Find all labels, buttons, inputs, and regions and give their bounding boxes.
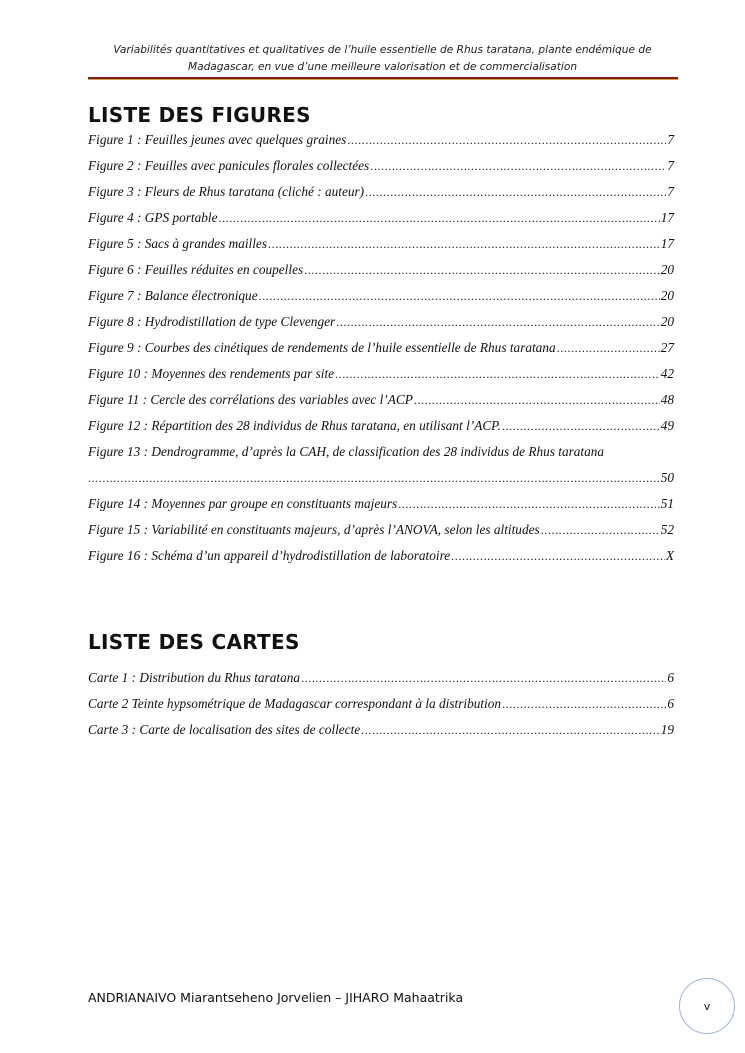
- dot-leader: [502, 413, 660, 439]
- toc-entry-text: Figure 13 : Dendrogramme, d’après la CAH, de classification des 28 individus de Rhus taratana: [88, 444, 605, 459]
- toc-entry-page: 42: [660, 366, 674, 381]
- toc-entry-page: 6: [667, 670, 674, 685]
- toc-entry-page: 27: [660, 340, 674, 355]
- toc-entry-figure-11[interactable]: [88, 387, 674, 413]
- toc-entry-page: 20: [660, 288, 674, 303]
- toc-entry-page: 50: [660, 470, 674, 485]
- toc-entry-page: 20: [660, 314, 674, 329]
- dot-leader: [398, 491, 659, 517]
- toc-entry-page: 7: [667, 132, 674, 147]
- dot-leader: [365, 179, 666, 205]
- dot-leader: [414, 387, 660, 413]
- toc-entry-text: Figure 1 : Feuilles jeunes avec quelques graines: [88, 132, 347, 147]
- toc-entry-text: Figure 12 : Répartition des 28 individus de Rhus taratana, en utilisant l’ACP.: [88, 418, 501, 433]
- toc-entry-figure-3[interactable]: [88, 179, 674, 205]
- dot-leader: [336, 309, 660, 335]
- toc-entry-page: X: [665, 548, 674, 563]
- toc-entry-figure-6[interactable]: [88, 257, 674, 283]
- dot-leader: [259, 283, 660, 309]
- toc-entry-text: Figure 10 : Moyennes des rendements par site: [88, 366, 335, 381]
- figures-list-title: LISTE DES FIGURES: [88, 103, 311, 127]
- toc-entry-page: 19: [660, 722, 674, 737]
- dot-leader: [88, 465, 660, 491]
- running-header: [90, 42, 675, 75]
- toc-entry-figure-7[interactable]: [88, 283, 674, 309]
- toc-entry-figure-12[interactable]: [88, 413, 674, 439]
- dot-leader: [304, 257, 660, 283]
- page-number-badge: [679, 978, 735, 1034]
- toc-entry-figure-10[interactable]: [88, 361, 674, 387]
- toc-entry-text: Carte 2 Teinte hypsométrique de Madagascar correspondant à la distribution: [88, 696, 502, 711]
- figures-toc: [88, 127, 674, 569]
- dot-leader: [219, 205, 660, 231]
- toc-entry-text: Figure 9 : Courbes des cinétiques de rendements de l’huile essentielle de Rhus taratana: [88, 340, 556, 355]
- toc-entry-text: Figure 14 : Moyennes par groupe en constituants majeurs: [88, 496, 398, 511]
- toc-entry-figure-5[interactable]: [88, 231, 674, 257]
- toc-entry-text: Carte 3 : Carte de localisation des sites de collecte: [88, 722, 361, 737]
- dot-leader: [541, 517, 660, 543]
- toc-entry-figure-2[interactable]: [88, 153, 674, 179]
- toc-entry-carte-1[interactable]: [88, 665, 674, 691]
- toc-entry-text: Figure 15 : Variabilité en constituants majeurs, d’après l’ANOVA, selon les altitudes: [88, 522, 540, 537]
- toc-entry-figure-1[interactable]: [88, 127, 674, 153]
- dot-leader: [268, 231, 660, 257]
- toc-entry-figure-15[interactable]: [88, 517, 674, 543]
- toc-entry-carte-2[interactable]: [88, 691, 674, 717]
- header-line-1: Variabilités quantitatives et qualitatives de l’huile essentielle de Rhus taratana, plante endémique de: [113, 44, 652, 56]
- toc-entry-text: Figure 11 : Cercle des corrélations des variables avec l’ACP: [88, 392, 413, 407]
- toc-entry-page: 6: [667, 696, 674, 711]
- cartes-toc: [88, 665, 674, 743]
- dot-leader: [451, 543, 665, 569]
- toc-entry-figure-14[interactable]: [88, 491, 674, 517]
- header-divider: [88, 77, 678, 80]
- dot-leader: [557, 335, 660, 361]
- page-number: v: [703, 999, 711, 1013]
- dot-leader: [502, 691, 666, 717]
- header-line-2: Madagascar, en vue d’une meilleure valorisation et de commercialisation: [187, 60, 578, 73]
- toc-entry-figure-4[interactable]: [88, 205, 674, 231]
- toc-entry-carte-3[interactable]: [88, 717, 674, 743]
- toc-entry-page: 52: [660, 522, 674, 537]
- toc-entry-page: 7: [667, 184, 674, 199]
- toc-entry-text: Figure 16 : Schéma d’un appareil d’hydrodistillation de laboratoire: [88, 548, 451, 563]
- toc-entry-text: Figure 7 : Balance électronique: [88, 288, 258, 303]
- dot-leader: [370, 153, 666, 179]
- toc-entry-figure-13[interactable]: [88, 439, 674, 465]
- toc-entry-page: 51: [660, 496, 674, 511]
- footer-author: ANDRIANAIVO Miarantseheno Jorvelien – JIHARO Mahaatrika: [88, 990, 464, 1005]
- toc-entry-page: 17: [660, 210, 674, 225]
- dot-leader: [301, 665, 666, 691]
- toc-entry-figure-8[interactable]: [88, 309, 674, 335]
- toc-entry-figure-13-leader[interactable]: [88, 465, 674, 491]
- toc-entry-text: Figure 5 : Sacs à grandes mailles: [88, 236, 267, 251]
- dot-leader: [347, 127, 666, 153]
- toc-entry-text: Figure 8 : Hydrodistillation de type Clevenger: [88, 314, 336, 329]
- toc-entry-text: Figure 6 : Feuilles réduites en coupelles: [88, 262, 304, 277]
- toc-entry-text: Figure 3 : Fleurs de Rhus taratana (cliché : auteur): [88, 184, 365, 199]
- dot-leader: [361, 717, 660, 743]
- toc-entry-text: Figure 4 : GPS portable: [88, 210, 218, 225]
- toc-entry-page: 48: [660, 392, 674, 407]
- cartes-list-title: LISTE DES CARTES: [88, 630, 300, 654]
- toc-entry-page: 49: [660, 418, 674, 433]
- toc-entry-figure-9[interactable]: [88, 335, 674, 361]
- toc-entry-text: Figure 2 : Feuilles avec panicules florales collectées: [88, 158, 370, 173]
- dot-leader: [335, 361, 660, 387]
- toc-entry-figure-16[interactable]: [88, 543, 674, 569]
- toc-entry-text: Carte 1 : Distribution du Rhus taratana: [88, 670, 301, 685]
- toc-entry-page: 20: [660, 262, 674, 277]
- toc-entry-page: 17: [660, 236, 674, 251]
- toc-entry-page: 7: [667, 158, 674, 173]
